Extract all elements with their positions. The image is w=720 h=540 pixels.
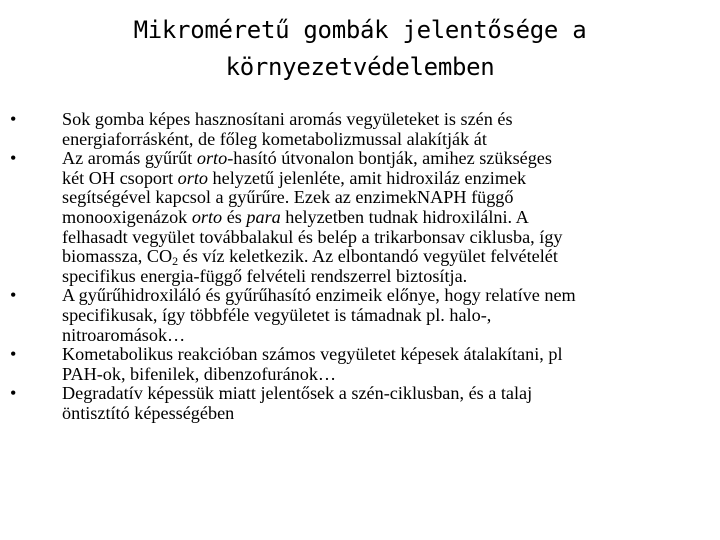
bullet-item <box>0 345 712 384</box>
italic-term: orto <box>196 148 228 169</box>
bullet-marker: • <box>10 109 17 129</box>
bullet-2-line-3: segítségével kapcsol a gyűrűre. Ezek az enzimekNAPH függő <box>62 187 514 208</box>
bullet-item <box>0 384 712 423</box>
bullet-marker: • <box>10 383 17 404</box>
subscript: 2 <box>172 254 179 269</box>
bullet-item <box>0 286 712 345</box>
bullet-2-line-6 <box>62 247 712 267</box>
text-run: helyzetben tudnak hidroxilálni. A <box>280 206 529 227</box>
bullet-marker: • <box>10 148 17 169</box>
slide-title <box>40 12 680 86</box>
bullet-1-line-2: energiaforrásként, de főleg kometabolizmussal alakítják át <box>62 128 487 149</box>
text-run: -hasító útvonalon bontják, amihez szükséges <box>227 148 552 169</box>
title-line-1: Mikroméretű gombák jelentősége a <box>133 16 587 44</box>
italic-term: para <box>246 206 281 227</box>
bullet-3-line-3: nitroaromások… <box>62 324 186 345</box>
bullet-2-line-4 <box>62 208 712 228</box>
text-run: biomassza, CO <box>62 246 173 267</box>
bullet-item <box>0 110 712 149</box>
italic-term: orto <box>177 167 208 188</box>
bullet-4-line-1: Kometabolikus reakcióban számos vegyületet képesek átalakítani, pl <box>62 344 563 365</box>
bullet-3-line-1: A gyűrűhidroxiláló és gyűrűhasító enzimeik előnye, hogy relatíve nem <box>62 285 576 306</box>
bullet-3-line-2: specifikusak, így többféle vegyületet is támadnak pl. halo-, <box>62 304 492 325</box>
bullet-1-line-1: Sok gomba képes hasznosítani aromás vegyületeket is szén és <box>62 109 513 129</box>
italic-term: orto <box>191 206 223 227</box>
text-run: és <box>222 206 247 227</box>
title-line-2: környezetvédelemben <box>225 53 495 81</box>
bullet-list <box>0 110 712 424</box>
bullet-item <box>0 149 712 286</box>
bullet-2-line-7: specifikus energia-függő felvételi rendszerrel biztosítja. <box>62 265 468 286</box>
text-run: helyzetű jelenléte, amit hidroxiláz enzimek <box>208 167 527 188</box>
bullet-5-line-2: öntisztító képességében <box>62 402 235 423</box>
bullet-2-line-2 <box>62 169 712 189</box>
bullet-marker: • <box>10 285 17 306</box>
text-run: két OH csoport <box>62 167 178 188</box>
text-run: Az aromás gyűrűt <box>62 148 197 169</box>
bullet-marker: • <box>10 344 17 365</box>
bullet-4-line-2: PAH-ok, bifenilek, dibenzofuránok… <box>62 363 337 384</box>
text-run: monooxigenázok <box>62 206 192 227</box>
bullet-2-line-1 <box>62 149 712 169</box>
text-run: és víz keletkezik. Az elbontandó vegyület felvételét <box>178 246 558 267</box>
bullet-2-line-5: felhasadt vegyület továbbalakul és belép a trikarbonsav ciklusba, így <box>62 226 563 247</box>
bullet-5-line-1: Degradatív képessük miatt jelentősek a szén-ciklusban, és a talaj <box>62 383 533 404</box>
